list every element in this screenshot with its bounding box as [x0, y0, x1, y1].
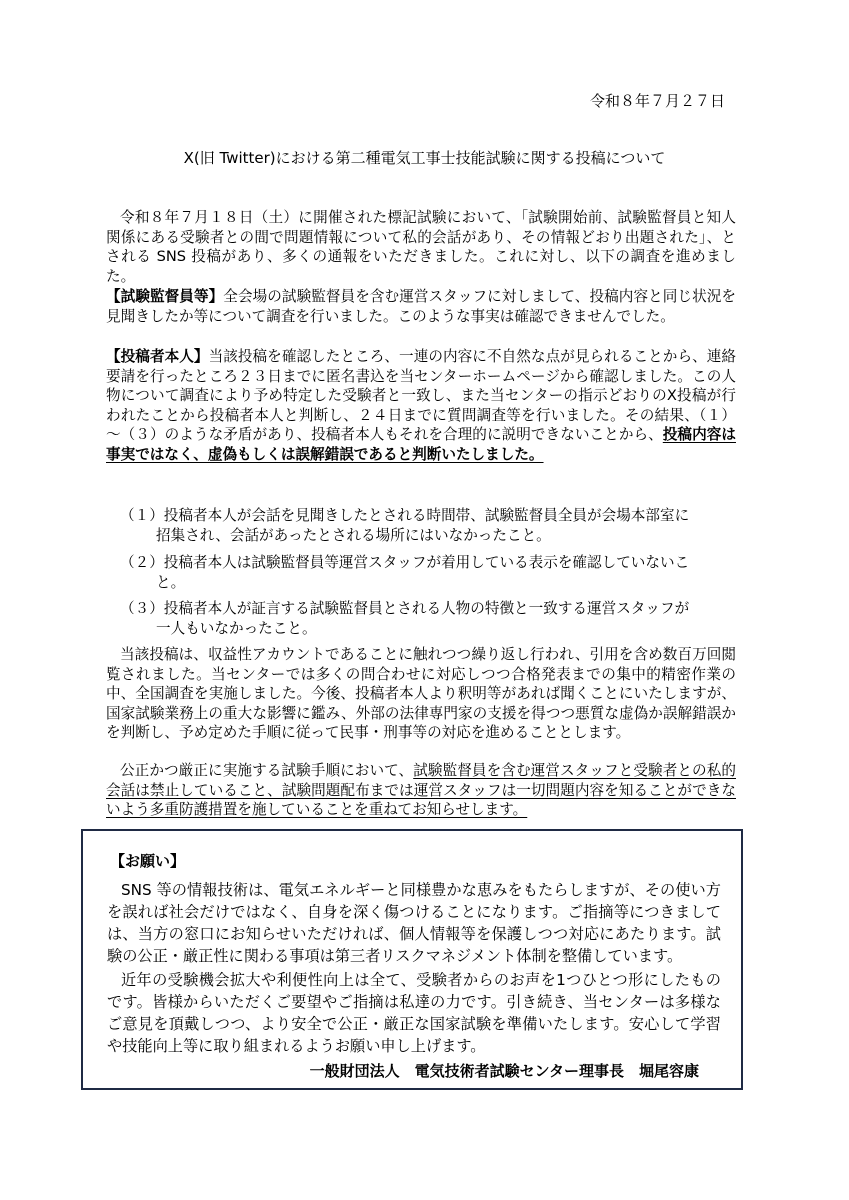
request-box — [81, 829, 743, 1090]
request-paragraph-1: SNS 等の情報技術は、電気エネルギーと同様豊かな恵みをもたらしますが、その使い方を誤れば社会だけではなく、自身を深く傷つけることになります。ご指摘等につきましては、当方の窓口にお知らせいただければ、個人情報等を保護しつつ対応にあたります。試験の公正・厳正性に関わる事項は第三者リスクマネジメント体制を整備しています。 — [107, 881, 721, 965]
document-title: X(旧 Twitter)における第二種電気工事士技能試験に関する投稿について — [183, 149, 666, 167]
procedure-paragraph — [106, 761, 736, 820]
poster-text: 当該投稿を確認したところ、一連の内容に不自然な点が見られることから、連絡要請を行ったところ２３日までに匿名書込を当センターホームページから確認しました。この人物について調査により予め特定した受験者と一致し、また当センターの指示どおりのX投稿が行われたことから投稿者本人と判断し、２４日までに質問調査等を行いました。その結果、（１）～（３）のような矛盾があり、投稿者本人もそれを合理的に説明できないことから、 — [106, 348, 736, 444]
document-date: 令和８年７月２７日 — [589, 92, 725, 110]
poster-label: 【投稿者本人】 — [106, 348, 209, 365]
finding-2: （２）投稿者本人は試験監督員等運営スタッフが着用している表示を確認していないこと。 — [120, 554, 690, 591]
staff-label: 【試験監督員等】 — [106, 288, 224, 305]
staff-paragraph — [106, 287, 736, 326]
impact-paragraph: 当該投稿は、収益性アカウントであることに触れつつ繰り返し行われ、引用を含め数百万回閲覧されました。当センターでは多くの問合わせに対応しつつ合格発表までの集中的精密作業の中、全国調査を実施しました。今後、投稿者本人より釈明等があれば聞くことにいたしますが、国家試験業務上の重大な影響に鑑み、外部の法律専門家の支援を得つつ悪質な虚偽か誤解錯誤かを判断し、予め定めた手順に従って民事・刑事等の対応を進めることとします。 — [106, 646, 736, 742]
signature: 一般財団法人 電気技術者試験センター理事長 堀尾容康 — [309, 1062, 699, 1080]
poster-conclusion: 投稿内容は事実ではなく、虚偽もしくは誤解錯誤であると判断いたしました。 — [106, 426, 736, 463]
intro-paragraph: 令和８年７月１８日（土）に開催された標記試験において、「試験開始前、試験監督員と知人関係にある受験者との間で問題情報について私的会話があり、その情報どおり出題された」、とされる SNS 投稿があり、多くの通報をいただきました。これに対し、以下の調査を進めました。 — [106, 209, 736, 285]
request-heading: 【お願い】 — [110, 852, 186, 870]
procedure-underlined: 試験監督員を含む運営スタッフと受験者との私的会話は禁止していること、試験問題配布までは運営スタッフは一切問題内容を知ることができないよう多重防護措置を施していることを重ねてお知らせします。 — [106, 762, 736, 819]
finding-1: （１）投稿者本人が会話を見聞きしたとされる時間帯、試験監督員全員が会場本部室に招集され、会話があったとされる場所にはいなかったこと。 — [120, 507, 690, 544]
poster-paragraph — [106, 347, 736, 465]
request-paragraph-2: 近年の受験機会拡大や利便性向上は全て、受験者からのお声を1つひとつ形にしたものです。皆様からいただくご要望やご指摘は私達の力です。引き続き、当センターは多様なご意見を頂戴しつつ、より安全で公正・厳正な国家試験を準備いたします。安心して学習や技能向上等に取り組まれるようお願い申し上げます。 — [107, 971, 721, 1055]
procedure-lead: 公正かつ厳正に実施する試験手順において、 — [120, 762, 414, 779]
finding-3: （３）投稿者本人が証言する試験監督員とされる人物の特徴と一致する運営スタッフが一人もいなかったこと。 — [120, 600, 690, 637]
staff-text: 全会場の試験監督員を含む運営スタッフに対しまして、投稿内容と同じ状況を見聞きしたか等について調査を行いました。このような事実は確認できませんでした。 — [106, 288, 736, 325]
